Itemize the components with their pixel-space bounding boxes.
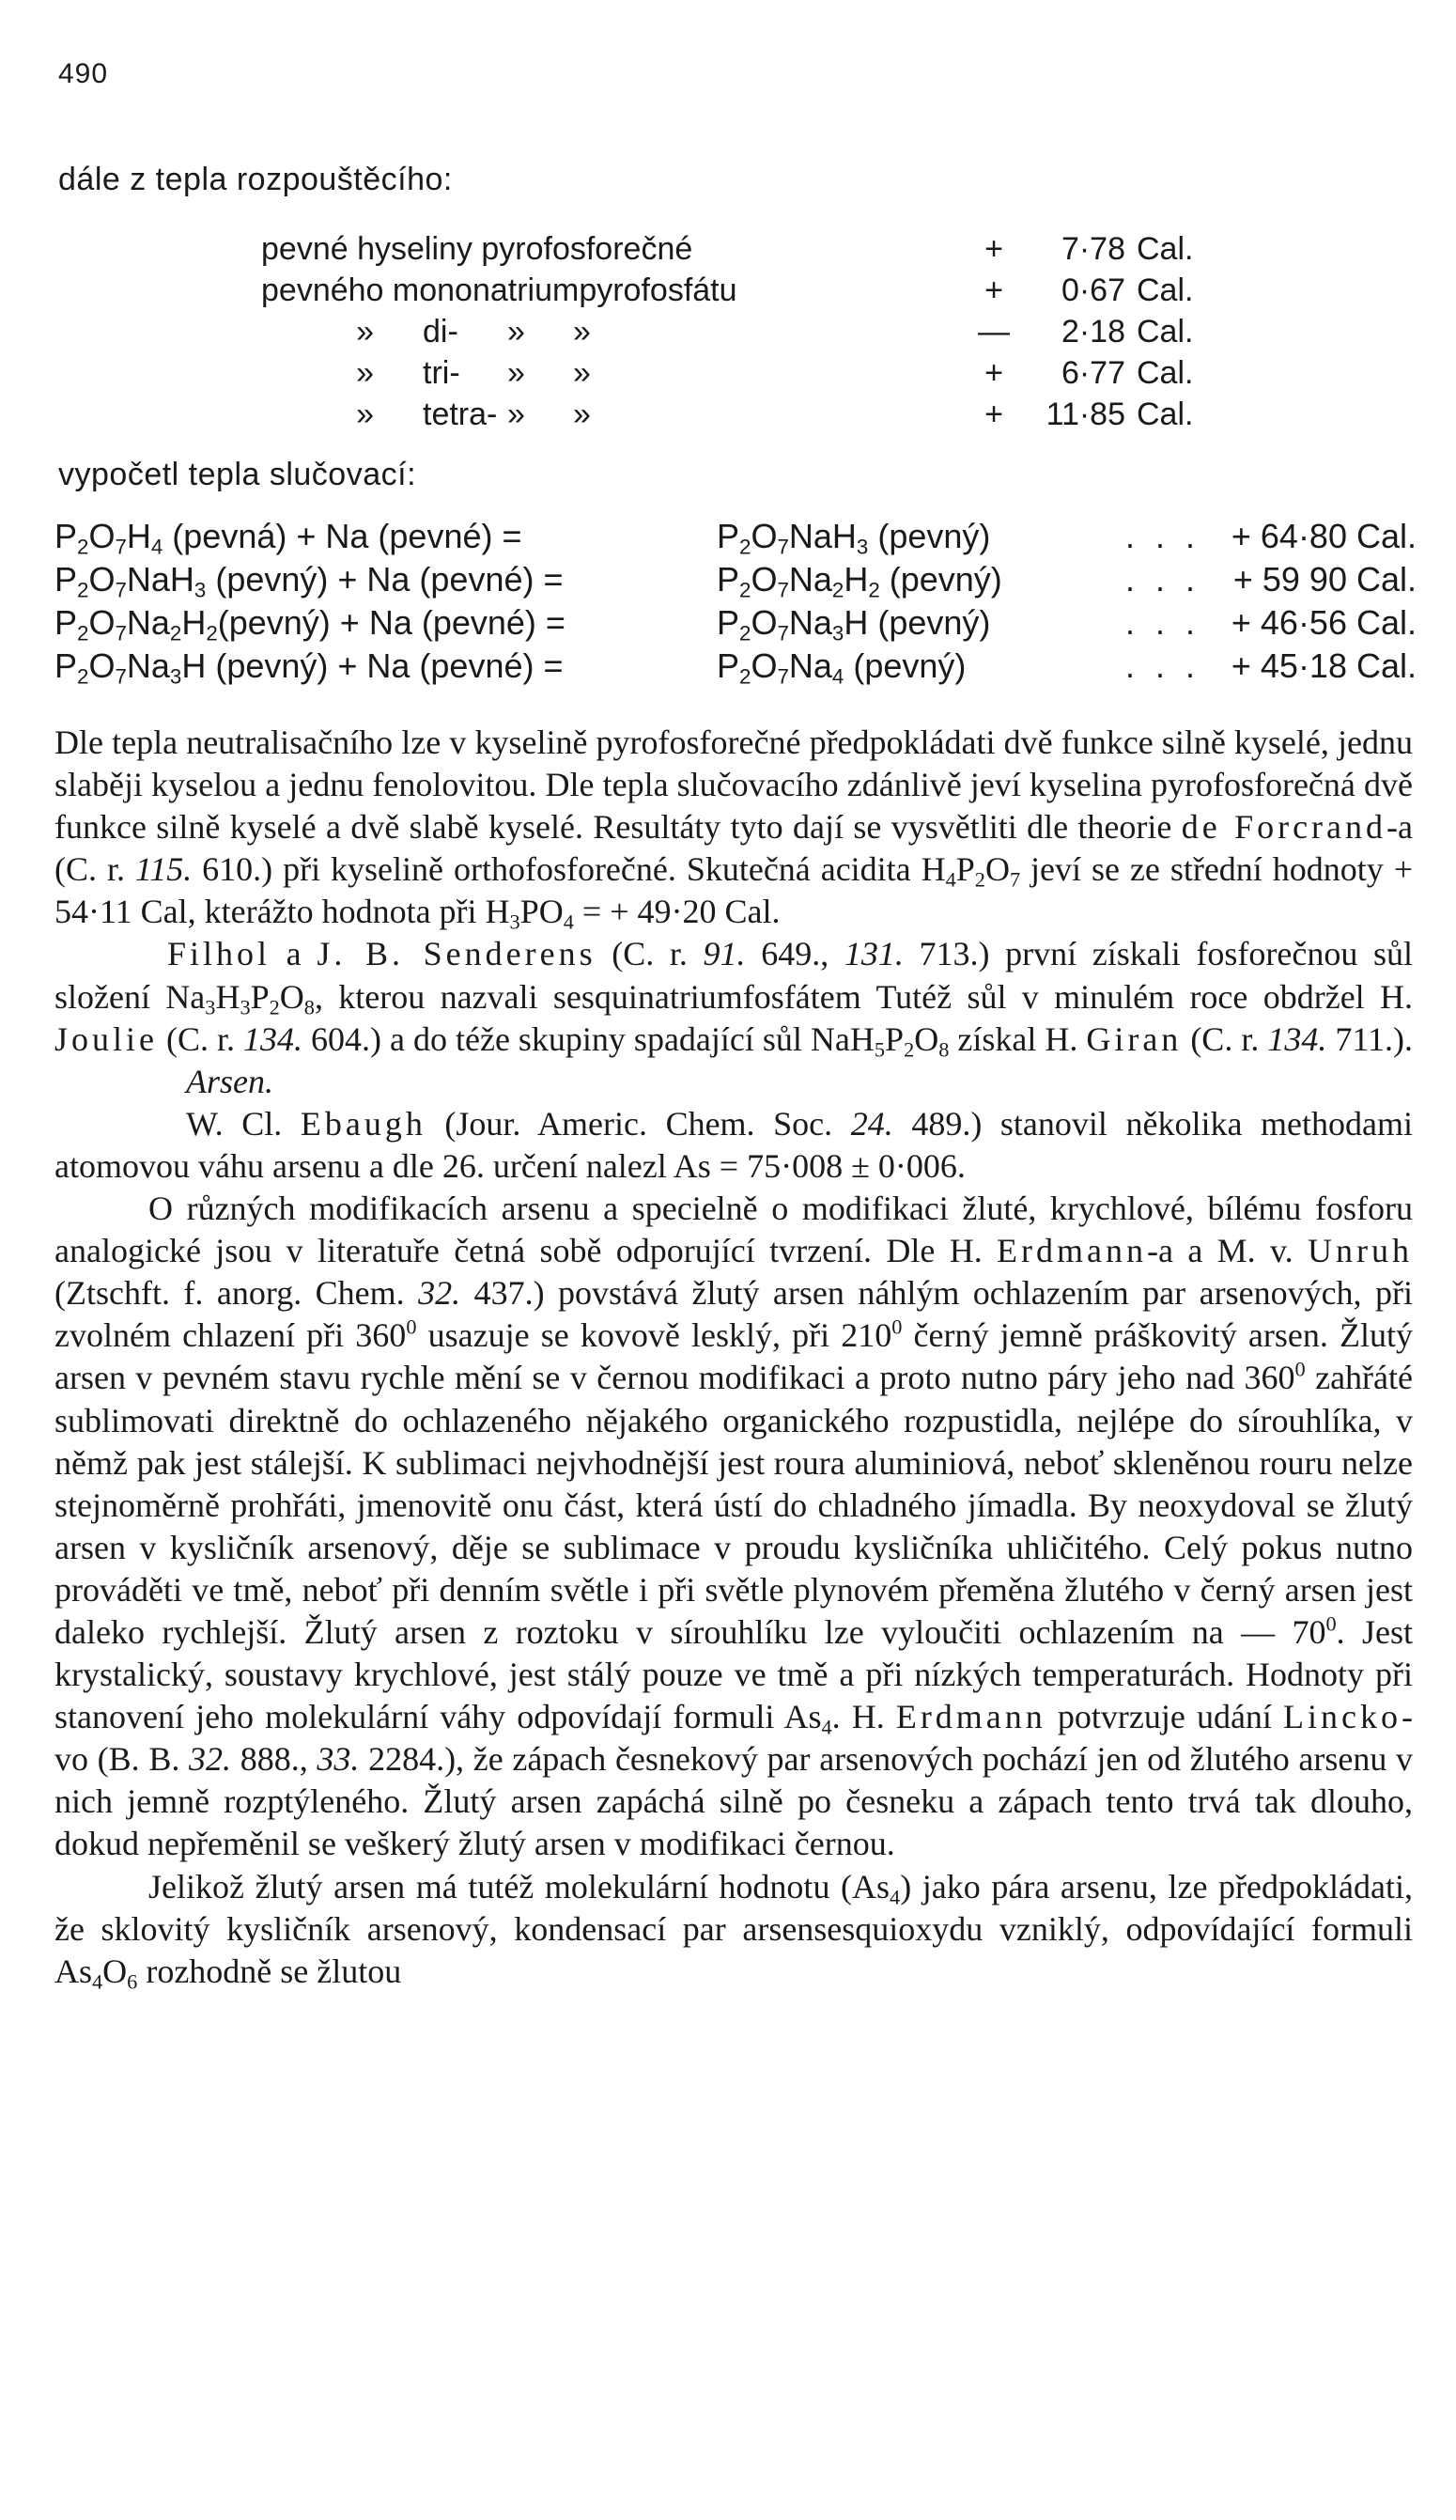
equation-row — [54, 560, 1417, 603]
ditto-mark: » — [507, 314, 525, 350]
table-row — [261, 231, 1257, 272]
section-title: Arsen. — [186, 1062, 273, 1100]
ditto-mark: » — [573, 314, 591, 350]
heat-label — [261, 355, 601, 392]
heat-label-prefix: di- — [423, 314, 458, 350]
equation-rhs: $P_2O_7Na_2H_2$ (pevný) — [717, 560, 1002, 602]
author-name: Giran — [1086, 1019, 1183, 1058]
formation-equations — [54, 517, 1417, 690]
heat-label-prefix: tetra- — [423, 397, 498, 432]
heat-unit: Cal. — [1137, 314, 1194, 350]
leader-dots: . . . — [1125, 517, 1201, 555]
body-text — [54, 722, 1413, 1993]
ditto-mark: » — [573, 397, 591, 432]
heat-label — [261, 314, 601, 350]
heat-formation-intro: vypočetl tepla slučovací: — [58, 457, 417, 492]
volume-ref: 115. — [134, 850, 193, 889]
volume-ref: 24. — [850, 1104, 893, 1143]
heat-sign: + — [984, 231, 1003, 267]
ditto-mark: » — [356, 355, 374, 391]
volume-ref: 91. — [703, 935, 746, 973]
leader-dots: . . . — [1125, 560, 1201, 599]
heat-label: pevné hyseliny pyrofosforečné — [261, 231, 693, 267]
table-row — [261, 397, 1257, 438]
paragraph: O různých modifikacích arsenu a specielně o modifikaci žluté, krychlové, bílému fosforu analogické jsou v literatuře četná sobě odporující tvrzení. Dle H. Erdmann-a a M. v. Unruh (Ztschft. f. anorg. Chem. 32. 437.) povstává žlutý arsen náhlým ochlazením par arsenových, při zvolném chlazení při $360^0$ usazuje se kovově lesklý, při $210^0$ černý jemně práškovitý arsen. Žlutý arsen v pevném stavu rychle mění se v černou modifikaci a proto nutno páry jeho nad $360^0$ zahřáté sublimovati direktně do ochlazeného nějakého organického rozpustidla, nejlépe do sírouhlíka, v němž pak jest stálejší. K sublimaci nejvhodnější jest roura aluminiová, neboť skleněnou rouru nelze stejnoměrně prohřáti, jmenovitě onu část, která ústí do chladného jímadla. By neoxydoval se žlutý arsen v kysličník arsenový, děje se sublimace v proudu kysličníka uhličitého. Celý pokus nutno prováděti ve tmě, neboť při denním světle i při světle plynovém přeměna žlutého v černý arsen jest daleko rychlejší. Žlutý arsen z roztoku v sírouhlíku lze vyloučiti ochlazením na — $70^0$. Jest krystalický, soustavy krychlové, jest stálý pouze ve tmě a při nízkých temperaturách. Hodnoty při stanovení jeho molekulární váhy odpovídají formuli $As_4$. H. Erdmann potvrzuje udání Lincko-vo (B. B. 32. 888., 33. 2284.), že zápach česnekový par arsenových pochází jen od žlutého arsenu v nich jemně rozptýleného. Žlutý arsen zapáchá silně po česneku a zápach tento trvá tak dlouho, dokud nepřeměnil se veškerý žlutý arsen v modifikaci černou. — [54, 1190, 1414, 1863]
equation-lhs: $P_2O_7H_4$ (pevná) + Na (pevné) = — [54, 517, 522, 559]
equation-row — [54, 603, 1417, 646]
volume-ref: 134. — [243, 1019, 303, 1058]
heat-value: 11·85 — [1046, 397, 1125, 432]
paragraph: W. Cl. Ebaugh (Jour. Americ. Chem. Soc. 24. 489.) stanovil několika methodami atomovou váhu arsenu a dle 26. určení nalezl As = 75·008 ± 0·006. — [54, 1104, 1414, 1185]
author-name: Lincko — [1283, 1698, 1402, 1736]
equation-result: + 46·56 Cal. — [1231, 603, 1417, 642]
table-row — [261, 355, 1257, 397]
heat-dissolution-intro: dále z tepla rozpouštěcího: — [58, 162, 453, 197]
heat-unit: Cal. — [1137, 397, 1194, 432]
equation-result: + 45·18 Cal. — [1231, 646, 1417, 685]
volume-ref: 134. — [1267, 1019, 1327, 1058]
equation-row — [54, 646, 1417, 690]
author-name: Erdmann — [997, 1232, 1148, 1270]
equation-rhs: $P_2O_7Na_3H$ (pevný) — [717, 603, 991, 646]
heat-unit: Cal. — [1137, 231, 1194, 267]
heat-sign: — — [978, 314, 1010, 350]
heat-label: pevného mononatriumpyrofosfátu — [261, 272, 737, 308]
author-name: J. B. Senderens — [317, 935, 596, 973]
paragraph: Dle tepla neutralisačního lze v kyselině pyrofosforečné předpokládati dvě funkce silně kyselé, jednu slaběji kyselou a jednu fenolovitou. Dle tepla slučovacího zdánlivě jeví kyselina pyrofosforečná dvě funkce silně kyselé a dvě slabě kyselé. Resultáty tyto dají se vysvětliti dle theorie de Forcrand-a (C. r. 115. 610.) při kyselině orthofosforečné. Skutečná acidita $H_4P_2O_7$ jeví se ze střední hodnoty + 54·11 Cal, kterážto hodnota při $H_3PO_4$ = + 49·20 Cal. — [54, 723, 1413, 935]
equation-row — [54, 517, 1417, 560]
author-name: Ebaugh — [300, 1104, 426, 1143]
equation-rhs: $P_2O_7NaH_3$ (pevný) — [717, 517, 991, 559]
heat-dissolution-table — [261, 231, 1257, 438]
author-name: Erdmann — [895, 1698, 1046, 1736]
table-row — [261, 314, 1257, 355]
heat-unit: Cal. — [1137, 355, 1194, 391]
author-name: Filhol — [167, 935, 271, 973]
ditto-mark: » — [356, 314, 374, 350]
heat-value: 0·67 — [1061, 272, 1125, 308]
ditto-mark: » — [507, 397, 525, 432]
paragraph: Filhol a J. B. Senderens (C. r. 91. 649., 131. 713.) první získali fosforečnou sůl složení $Na_3H_3P_2O_8$, kterou nazvali sesquinatriumfosfátem Tutéž sůl v minulém roce obdržel H. Joulie (C. r. 134. 604.) a do téže skupiny spadající sůl $NaH_5P_2O_8$ získal H. Giran (C. r. 134. 711.). — [54, 935, 1413, 1062]
equation-result: + 59 90 Cal. — [1232, 560, 1417, 599]
ditto-mark: » — [507, 355, 525, 391]
equation-rhs: $P_2O_7Na_4$ (pevný) — [717, 646, 967, 689]
volume-ref: 32. — [189, 1740, 232, 1779]
author-name: Joulie — [54, 1019, 158, 1058]
ditto-mark: » — [573, 355, 591, 391]
heat-label-prefix: tri- — [423, 355, 460, 391]
heat-value: 7·78 — [1061, 231, 1125, 267]
heat-value: 2·18 — [1061, 314, 1125, 350]
equation-lhs: $P_2O_7Na_3H$ (pevný) + Na (pevné) = — [54, 646, 564, 689]
heat-sign: + — [984, 355, 1003, 391]
heat-value: 6·77 — [1061, 355, 1125, 391]
equation-lhs: $P_2O_7Na_2H_2(pevný) + Na$ (pevné) = — [54, 603, 565, 646]
table-row — [261, 272, 1257, 314]
paragraph: Jelikož žlutý arsen má tutéž molekulární hodnotu $(As_4)$ jako pára arsenu, lze předpokládati, že sklovitý kysličník arsenový, kondensací par arsensesquioxydu vzniklý, odpovídající formuli $As_4O_6$ rozhodně se žlutou — [54, 1867, 1413, 1994]
equation-lhs: $P_2O_7NaH_3$ (pevný) + Na (pevné) = — [54, 560, 564, 602]
heat-sign: + — [984, 397, 1003, 432]
volume-ref: 33. — [317, 1740, 360, 1779]
heat-label — [261, 397, 601, 433]
equation-result: + 64·80 Cal. — [1231, 517, 1417, 555]
heat-sign: + — [984, 272, 1003, 308]
volume-ref: 32. — [418, 1274, 461, 1313]
author-name: de Forcrand — [1181, 808, 1387, 847]
ditto-mark: » — [356, 397, 374, 432]
volume-ref: 131. — [844, 935, 904, 973]
heat-unit: Cal. — [1137, 272, 1194, 308]
author-name: Unruh — [1307, 1232, 1413, 1270]
leader-dots: . . . — [1125, 603, 1201, 642]
page-number: 490 — [58, 58, 109, 89]
leader-dots: . . . — [1125, 646, 1201, 685]
